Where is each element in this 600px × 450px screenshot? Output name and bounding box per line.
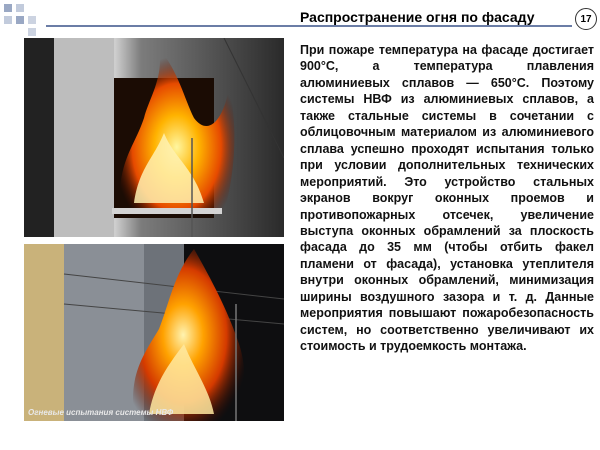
- page-number-badge: 17: [575, 8, 597, 30]
- decorative-squares: [0, 0, 60, 40]
- facade-test-photo: [24, 244, 284, 421]
- fire-window-photo: [24, 38, 284, 237]
- header-rule: [46, 25, 572, 27]
- slide-title: Распространение огня по фасаду: [300, 9, 535, 25]
- photo-caption: Огневые испытания системы НВФ: [28, 408, 174, 417]
- body-paragraph: При пожаре температура на фасаде достигает 900°С, а температура плавления алюминиевых сплавов — 650°С. Поэтому системы НВФ из алюминиевых сплавов, а также стальные системы в сочетании с облицовочным материалом из алюминиевого сплава успешно проходят испытания только при условии дополнительных технических мероприятий. Это устройство стальных экранов вокруг оконных проемов и противопожарных отсечек, увеличение выступа оконных обрамлений за плоскость фасада до 35 мм (чтобы отбить факел пламени от фасада), установка утеплителя внутри оконных обрамлений, минимизация ширины воздушного зазора и т. д. Данные мероприятия повышают пожаробезопасность систем, но соответственно увеличивают их стоимость и трудоемкость монтажа.: [300, 43, 594, 354]
